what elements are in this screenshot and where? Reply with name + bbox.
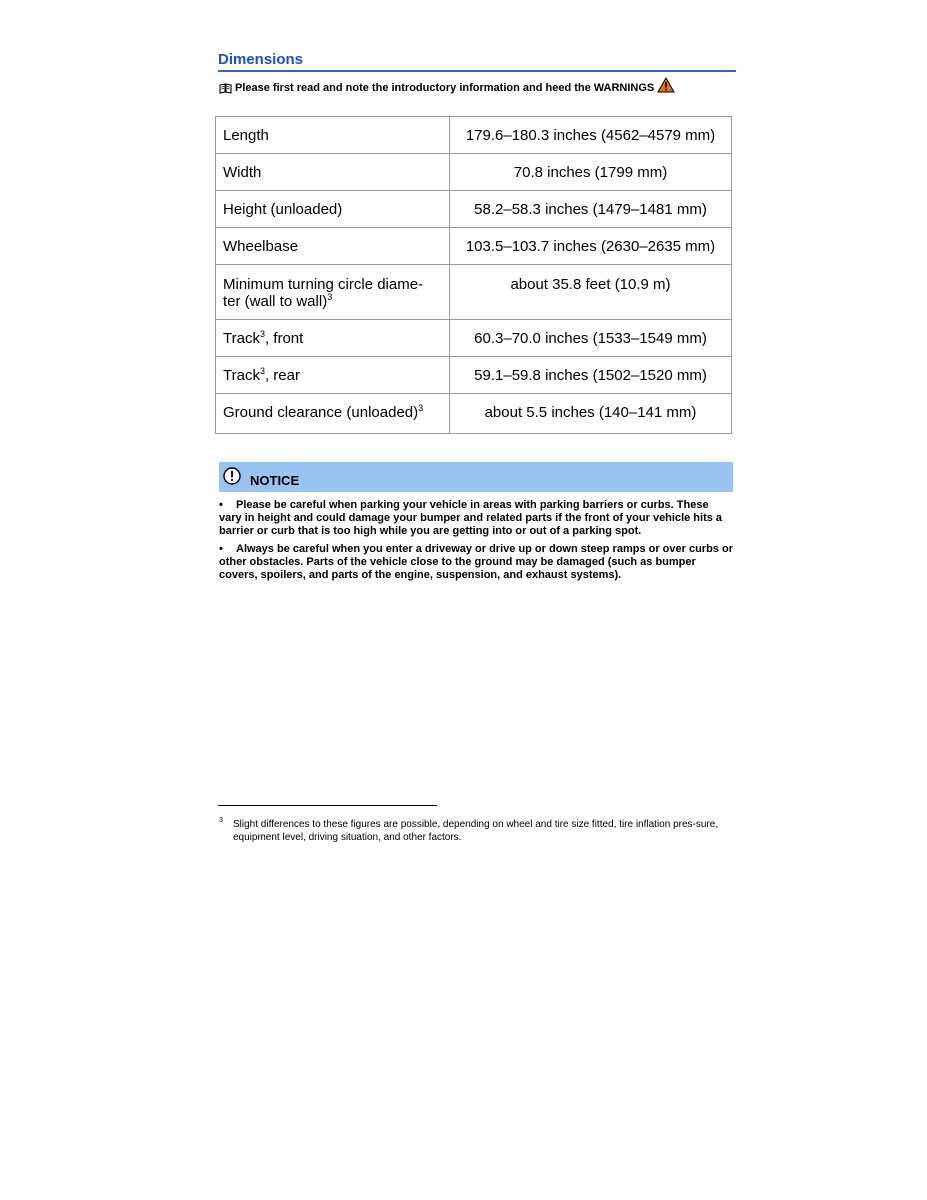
row-value: 70.8 inches (1799 mm)	[450, 154, 732, 191]
row-label: Ground clearance (unloaded)$^3$	[216, 394, 450, 434]
exclamation-circle-icon	[223, 467, 241, 485]
row-value: 60.3–70.0 inches (1533–1549 mm)	[450, 320, 732, 357]
table-row	[216, 154, 732, 191]
footnote-ref: 3	[259, 366, 265, 376]
notice-text: Always be careful when you enter a driveway or drive up or down steep ramps or over curbs or other obstacles. Parts of the vehicle close to the ground may be damaged (such as bumper covers, spoilers, and parts of the engine, suspension, and exhaust systems).	[219, 543, 733, 581]
bullet: •	[219, 543, 223, 555]
footnote-ref: 3	[418, 403, 424, 413]
notice-list	[219, 499, 733, 587]
book-icon	[219, 83, 232, 94]
row-value: about 35.8 feet (10.9 m)	[450, 265, 732, 320]
row-label: Width	[216, 154, 450, 191]
notice-label: NOTICE	[250, 473, 300, 488]
table-row	[216, 191, 732, 228]
table-row	[216, 320, 732, 357]
page-title: Dimensions	[218, 51, 304, 68]
row-value: about 5.5 inches (140–141 mm)	[450, 394, 732, 434]
footnote	[219, 816, 733, 844]
footnote-text: Slight differences to these figures are possible, depending on wheel and tire size fitted, tire inflation pres-sure, equipment level, driving situation, and other factors.	[233, 819, 719, 843]
row-label: Track$^3$, front	[216, 320, 450, 357]
row-value: 59.1–59.8 inches (1502–1520 mm)	[450, 357, 732, 394]
row-label: Height (unloaded)	[216, 191, 450, 228]
dimensions-table	[215, 116, 732, 434]
table-row	[216, 265, 732, 320]
notice-header	[219, 462, 733, 492]
footnote-ref: 3	[259, 329, 265, 339]
row-value: 58.2–58.3 inches (1479–1481 mm)	[450, 191, 732, 228]
title-divider	[218, 70, 736, 72]
table-row	[216, 394, 732, 434]
row-label: Track$^3$, rear	[216, 357, 450, 394]
footnote-divider	[218, 805, 437, 806]
table-row	[216, 357, 732, 394]
table-row	[216, 117, 732, 154]
notice-text: Please be careful when parking your vehicle in areas with parking barriers or curbs. These vary in height and could damage your bumper and related parts if the front of your vehicle hits a barrier or curb that is too high while you are getting into or out of a parking spot.	[219, 499, 723, 537]
footnote-marker: 3	[219, 817, 223, 824]
row-label: Minimum turning circle diame- ter (wall to wall)$^3$	[216, 265, 450, 320]
footnote-ref: 3	[327, 292, 333, 302]
row-value: 103.5–103.7 inches (2630–2635 mm)	[450, 228, 732, 265]
row-value: 179.6–180.3 inches (4562–4579 mm)	[450, 117, 732, 154]
list-item	[219, 499, 733, 538]
intro-text: Please first read and note the introductory information and heed the WARNINGS	[235, 82, 655, 94]
warning-triangle-icon	[657, 77, 675, 93]
intro-note	[219, 80, 675, 96]
list-item	[219, 543, 733, 582]
bullet: •	[219, 499, 223, 511]
table-row	[216, 228, 732, 265]
row-label: Wheelbase	[216, 228, 450, 265]
row-label: Length	[216, 117, 450, 154]
